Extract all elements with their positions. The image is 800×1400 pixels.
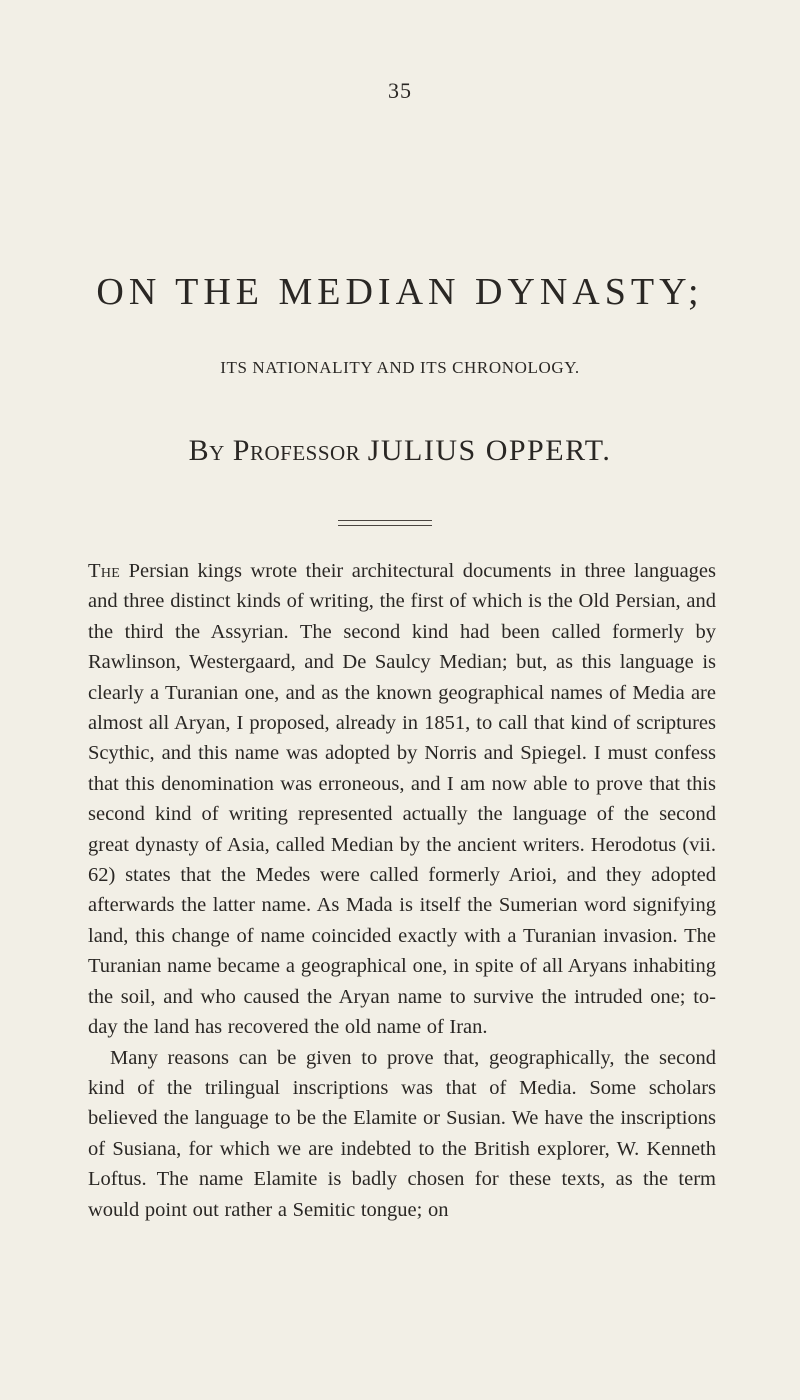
paragraph-2 bbox=[88, 1043, 716, 1225]
page-number: 35 bbox=[388, 78, 412, 103]
byline bbox=[0, 434, 800, 468]
article-subtitle: ITS NATIONALITY AND ITS CHRONOLOGY. bbox=[220, 358, 580, 377]
article-body bbox=[88, 556, 716, 1225]
paragraph-1 bbox=[88, 556, 716, 1043]
paragraph-1-text: Persian kings wrote their architectural documents in three languages and three distinct kinds of writing, the first of which is the Old Persian, and the third the Assyrian. The second kind had been called formerly by Rawlinson, Westergaard, and De Saulcy Median; but, as this language is clearly a Turanian one, and as the known geographical names of Media are almost all Aryan, I proposed, already in 1851, to call that kind of scriptures Scythic, and this name was adopted by Norris and Spiegel. I must confess that this denomination was erroneous, and I am now able to prove that this second kind of writing represented actually the language of the second great dynasty of Asia, called Median by the ancient writers. Herodotus (vii. 62) states that the Medes were called formerly Arioi, and they adopted afterwards the latter name. As Mada is itself the Sumerian word signifying land, this change of name coincided exactly with a Turanian invasion. The Turanian name became a geographical one, in spite of all Aryans inhabiting the soil, and who caused the Aryan name to survive the intruded one; to-day the land has recovered the old name of Iran. bbox=[88, 560, 716, 1039]
article-title: ON THE MEDIAN DYNASTY; bbox=[96, 271, 704, 313]
paragraph-lead-in: The bbox=[88, 560, 121, 582]
paragraph-2-text: Many reasons can be given to prove that, geographically, the second kind of the trilingual inscriptions was that of Media. Some scholars believed the language to be the Elamite or Susian. We have the inscriptions of Susiana, for which we are indebted to the British explorer, W. Kenneth Loftus. The name Elamite is badly chosen for these texts, as the term would point out rather a Semitic tongue; on bbox=[88, 1046, 716, 1221]
byline-prefix: By Professor bbox=[188, 434, 361, 467]
author-name: JULIUS OPPERT. bbox=[367, 434, 612, 467]
section-divider bbox=[338, 520, 432, 526]
